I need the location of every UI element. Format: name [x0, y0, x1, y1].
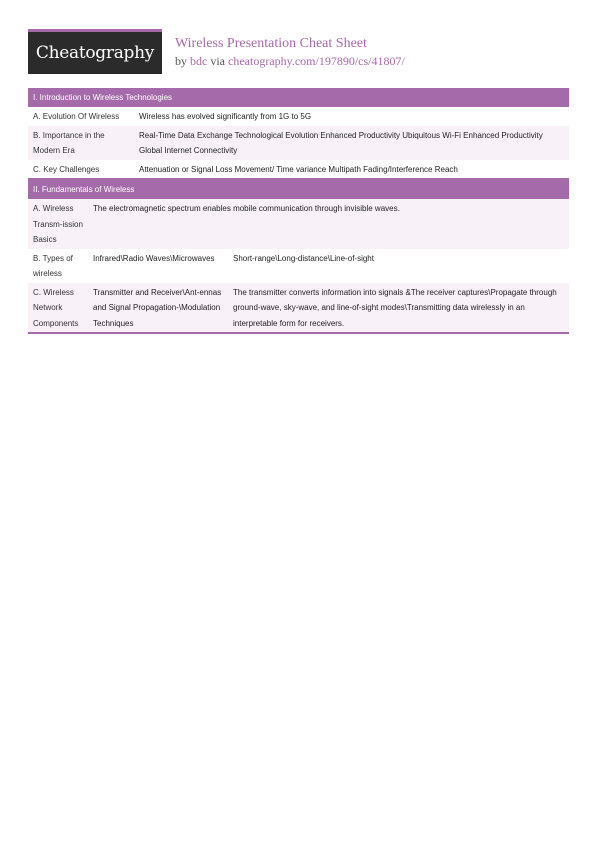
by-label: by [175, 54, 187, 68]
row-text: Wireless has evolved significantly from 1G to 5G [139, 112, 312, 121]
table-row [28, 199, 569, 249]
byline [175, 54, 405, 69]
row-col3: The transmitter converts information into signals &The receiver captures\Propagate through ground-wave, sky-wave, and line-of-sight modes\Transmitting data wirelessly in an interpretable form for receivers. [228, 283, 569, 333]
page-title: Wireless Presentation Cheat Sheet [175, 36, 367, 51]
section-table [28, 107, 569, 178]
row-label: B. Types of wireless [33, 253, 73, 278]
row-col2: Infrared\Radio Waves\Microwaves [93, 253, 215, 263]
section-header: I. Introduction to Wireless Technologies [28, 88, 569, 107]
row-label: A. Evolution Of Wireless [33, 112, 120, 121]
section-fundamentals [28, 180, 569, 334]
row-text: Real-Time Data Exchange Technological Evolution Enhanced Productivity Ubiquitous Wi-Fi Enhanced Productivity Global Internet Connectivity [134, 126, 569, 160]
table-row [28, 160, 569, 179]
table-row [28, 107, 569, 126]
via-label: via [210, 54, 225, 68]
logo-text: Cheatography [35, 43, 155, 63]
row-text: The electromagnetic spectrum enables mobile communication through invisible waves. [88, 199, 569, 249]
logo[interactable] [28, 29, 162, 74]
table-row [28, 126, 569, 160]
author-link[interactable]: bdc [190, 54, 208, 68]
table-row [28, 249, 569, 283]
section-introduction [28, 88, 569, 180]
table-row [28, 283, 569, 333]
row-label: C. Key Challenges [33, 164, 100, 174]
row-col2: Transmitter and Receiver\Ant-ennas and Signal Propagation-\Modulation Techniques [88, 283, 228, 333]
section-table [28, 199, 569, 332]
row-col3: Short-range\Long-distance\Line-of-sight [233, 253, 374, 263]
section-header: II. Fundamentals of Wireless [28, 180, 569, 199]
row-text: Attenuation or Signal Loss Movement/ Time variance Multipath Fading/Interference Reach [139, 164, 458, 174]
row-label: A. Wireless Transm-ission Basics [28, 199, 88, 249]
row-label: C. Wireless Network Components [28, 283, 88, 333]
url-link[interactable]: cheatography.com/197890/cs/41807/ [228, 54, 405, 68]
row-label: B. Importance in the Modern Era [28, 126, 134, 160]
